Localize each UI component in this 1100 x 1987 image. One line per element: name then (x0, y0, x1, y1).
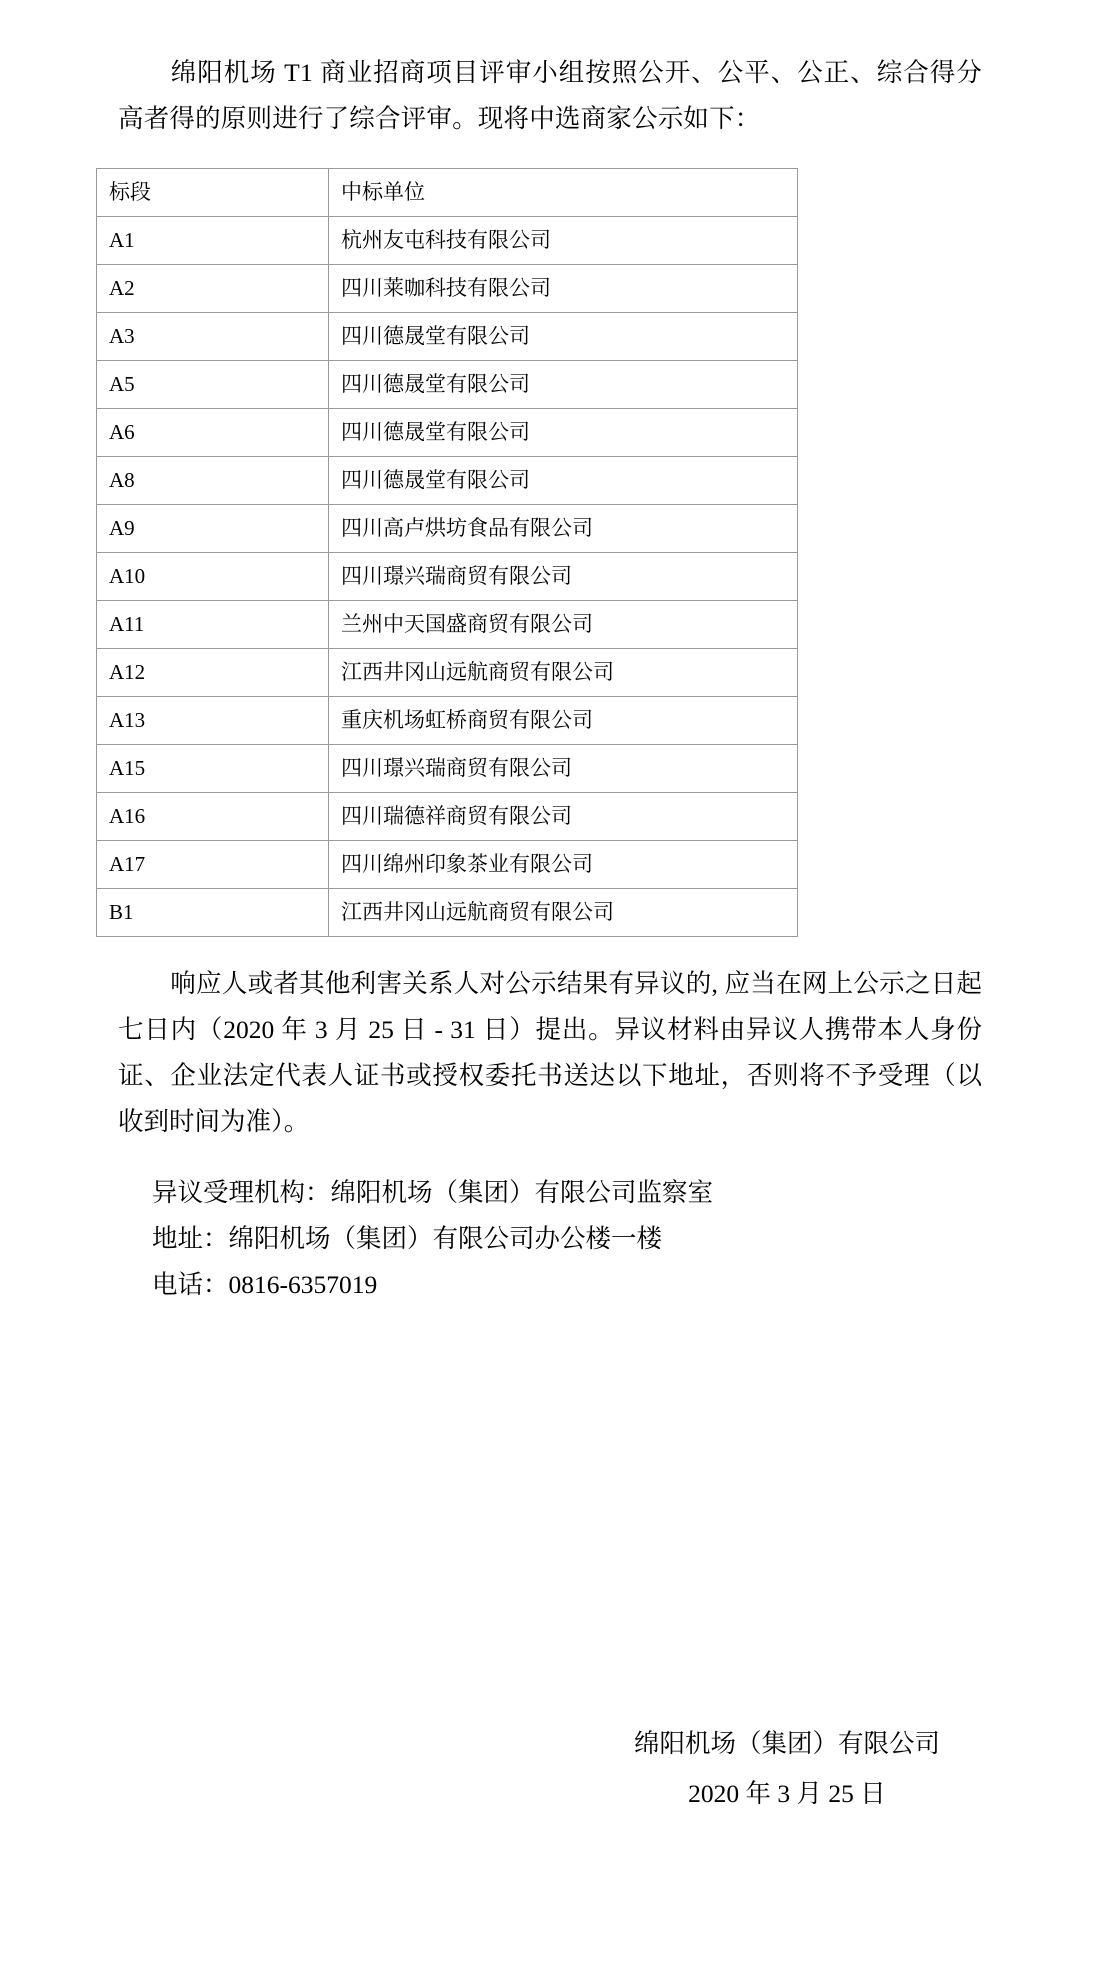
cell-lot: A17 (97, 840, 329, 888)
table-row (97, 216, 798, 264)
table-row (97, 360, 798, 408)
cell-unit: 四川璟兴瑞商贸有限公司 (329, 552, 798, 600)
cell-unit: 四川德晟堂有限公司 (329, 408, 798, 456)
table-header-row (97, 168, 798, 216)
table-row (97, 264, 798, 312)
document-page (0, 50, 1100, 1987)
table-body (97, 168, 798, 936)
intro-text: 绵阳机场 T1 商业招商项目评审小组按照公开、公平、公正、综合得分高者得的原则进行了综合评审。现将中选商家公示如下： (118, 58, 982, 133)
signature-date: 2020 年 3 月 25 日 (688, 1779, 886, 1808)
intro-paragraph (118, 50, 982, 142)
table-row (97, 600, 798, 648)
cell-lot: A13 (97, 696, 329, 744)
contact-block (118, 1170, 982, 1308)
table-row (97, 840, 798, 888)
cell-unit: 四川瑞德祥商贸有限公司 (329, 792, 798, 840)
cell-unit: 四川高卢烘坊食品有限公司 (329, 504, 798, 552)
cell-lot: A10 (97, 552, 329, 600)
table-row (97, 312, 798, 360)
cell-lot: A6 (97, 408, 329, 456)
table-row (97, 696, 798, 744)
table-row (97, 504, 798, 552)
cell-lot: A3 (97, 312, 329, 360)
signature-block (634, 1719, 940, 1819)
cell-unit: 江西井冈山远航商贸有限公司 (329, 648, 798, 696)
column-header-unit: 中标单位 (329, 168, 798, 216)
cell-lot: A9 (97, 504, 329, 552)
cell-unit: 重庆机场虹桥商贸有限公司 (329, 696, 798, 744)
table-row (97, 456, 798, 504)
cell-lot: B1 (97, 888, 329, 936)
table-row (97, 648, 798, 696)
cell-unit: 四川绵州印象茶业有限公司 (329, 840, 798, 888)
table-row (97, 744, 798, 792)
cell-lot: A8 (97, 456, 329, 504)
objection-organization-line: 异议受理机构：绵阳机场（集团）有限公司监察室 (152, 1178, 714, 1207)
cell-unit: 兰州中天国盛商贸有限公司 (329, 600, 798, 648)
cell-unit: 杭州友屯科技有限公司 (329, 216, 798, 264)
cell-lot: A15 (97, 744, 329, 792)
table-row (97, 552, 798, 600)
table-row (97, 888, 798, 936)
cell-lot: A11 (97, 600, 329, 648)
cell-lot: A2 (97, 264, 329, 312)
objection-phone-line: 电话：0816-6357019 (152, 1270, 378, 1299)
cell-lot: A5 (97, 360, 329, 408)
table-row (97, 408, 798, 456)
cell-lot: A12 (97, 648, 329, 696)
column-header-lot: 标段 (97, 168, 329, 216)
objection-paragraph (118, 961, 982, 1145)
cell-unit: 四川德晟堂有限公司 (329, 360, 798, 408)
cell-lot: A1 (97, 216, 329, 264)
signature-organization: 绵阳机场（集团）有限公司 (633, 1729, 940, 1758)
cell-unit: 四川德晟堂有限公司 (329, 312, 798, 360)
cell-unit: 四川莱咖科技有限公司 (329, 264, 798, 312)
cell-unit: 四川璟兴瑞商贸有限公司 (329, 744, 798, 792)
award-results-table (96, 168, 798, 937)
cell-lot: A16 (97, 792, 329, 840)
cell-unit: 江西井冈山远航商贸有限公司 (329, 888, 798, 936)
objection-text: 响应人或者其他利害关系人对公示结果有异议的, 应当在网上公示之日起七日内（2020 年 3 月 25 日 - 31 日）提出。异议材料由异议人携带本人身份证、企业法定代表人证书或授权委托书送达以下地址，否则将不予受理（以收到时间为准）。 (118, 968, 982, 1136)
objection-address-line: 地址：绵阳机场（集团）有限公司办公楼一楼 (152, 1224, 663, 1253)
table-row (97, 792, 798, 840)
cell-unit: 四川德晟堂有限公司 (329, 456, 798, 504)
